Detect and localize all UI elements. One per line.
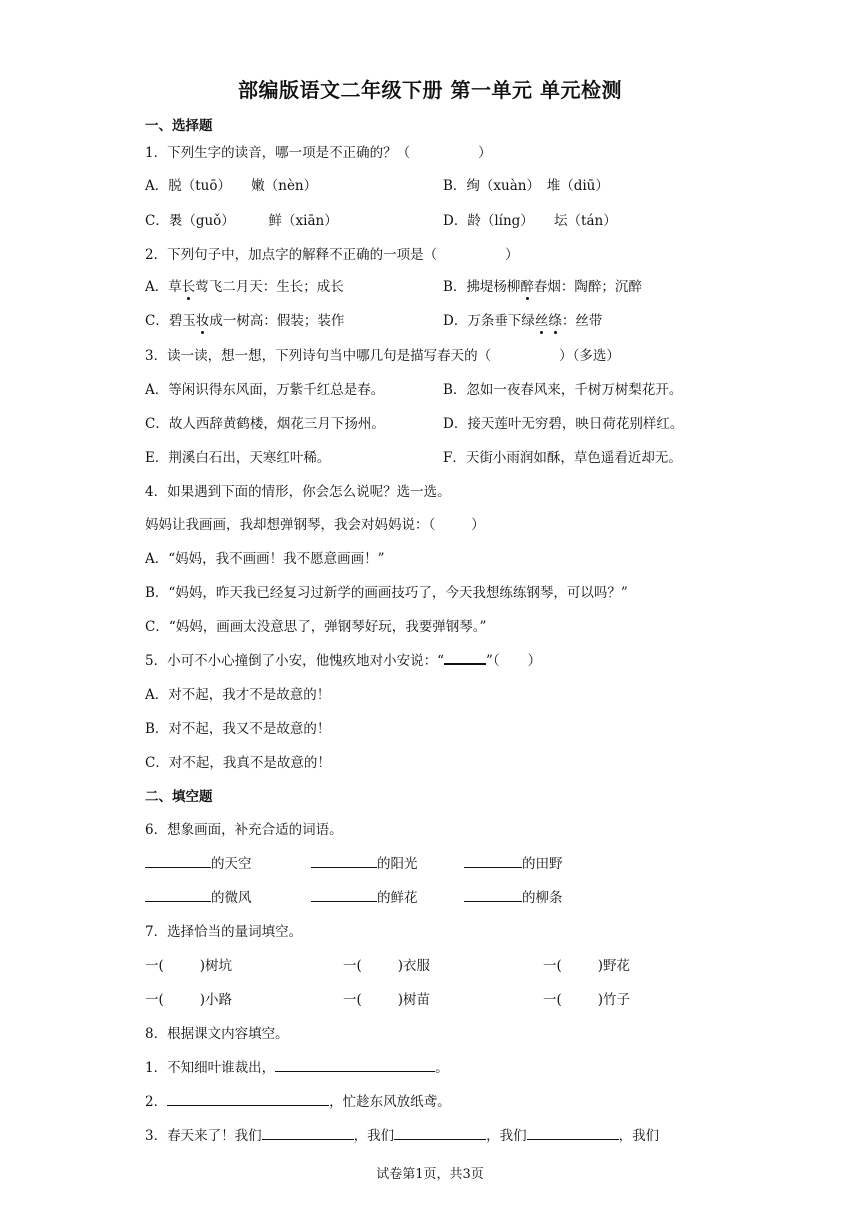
q8-line-2: 2． ，忙趁东风放纸鸢。 [145,1090,451,1110]
q1-option-c: C．褁（guǒ） 鲜（xiān） [145,213,338,229]
q5-option-a: A．对不起，我才不是故意的！ [145,687,331,703]
question-1-stem: 1．下列生字的读音，哪一项是不正确的？（ ） [145,145,492,161]
q1-option-a: A．脱（tuō） 嫩（nèn） [145,178,318,194]
page-footer: 试卷第1页，共3页 [376,1167,484,1182]
q2-option-b: B．拂堤杨柳醉春烟：陶醉；沉醉 [443,279,642,295]
question-6-stem: 6．想象画面，补充合适的词语。 [145,822,343,838]
q8-blank[interactable] [262,1125,354,1140]
q2-option-a: A．草长莺飞二月天：生长；成长 [145,279,344,295]
q8-blank[interactable] [275,1057,435,1072]
section-fill-heading: 二、填空题 [145,789,213,805]
section-choice-heading: 一、选择题 [145,118,213,134]
page-title: 部编版语文二年级下册 第一单元 单元检测 [238,78,622,102]
question-3-stem: 3．读一读，想一想，下列诗句当中哪几句是描写春天的（ ）（多选） [145,348,620,364]
question-8-stem: 8．根据课文内容填空。 [145,1026,289,1042]
q8-line-3: 3．春天来了！我们 ，我们 ，我们 ，我们 [145,1124,659,1144]
q2-option-d: D．万条垂下绿丝绦：丝带 [443,313,603,329]
q3-option-c: C．故人西辞黄鹤楼，烟花三月下扬州。 [145,416,385,432]
q3-option-f: F．天街小雨润如酥，草色遥看近却无。 [443,450,682,466]
q3-option-d: D．接天莲叶无穷碧，映日荷花别样红。 [443,416,684,432]
q6-blank[interactable] [145,853,211,868]
q1-option-d: D．龄（líng） 坛（tán） [443,213,617,229]
question-5-stem: 5．小可不小心撞倒了小安，他愧疚地对小安说：“ ”（ ） [145,649,541,669]
q8-blank[interactable] [394,1125,486,1140]
q4-scene: 妈妈让我画画，我却想弹钢琴，我会对妈妈说：（ ） [145,517,485,533]
q2-option-c: C．碧玉妆成一树高：假装；装作 [145,313,345,329]
q4-option-c: C．“妈妈，画画太没意思了，弹钢琴好玩，我要弹钢琴。” [145,619,487,635]
q8-blank[interactable] [167,1091,329,1106]
q6-blank[interactable] [464,853,522,868]
exam-page: 部编版语文二年级下册 第一单元 单元检测 一、选择题 1．下列生字的读音，哪一项是不正确的？（ ） A．脱（tuō） 嫩（nèn） B．绚（xuàn） 堆（diū） C．褁（guǒ） 鲜（xiān） D．龄（líng） 坛（tán） 2．下列句子中，加点字的解释不正确的一项是（ ） A．草长莺飞二月天：生长；成长 B．拂堤杨柳醉春烟：陶醉；沉醉 C．碧玉妆成一树高：假装；装作 D．万条垂下绿丝绦：丝带 3．读一读，想一想，下列诗句当中哪几句是描写春天的（ ）（多选） A．等闲识得东风面，万紫千红总是春。 B．忽如一夜春风来，千树万树梨花开。 C．故人西辞黄鹤楼，烟花三月下扬州。 D．接天莲叶无穷碧，映日荷花别样红。 E．荆溪白石出，天寒红叶稀。 F．天街小雨润如酥，草色遥看近却无。 4．如果遇到下面的情形，你会怎么说呢？选一选。 妈妈让我画画，我却想弹钢琴，我会对妈妈说：（ ） A．“妈妈，我不画画！我不愿意画画！” B．“妈妈，昨天我已经复习过新学的画画技巧了，今天我想练练钢琴，可以吗？” C．“妈妈，画画太没意思了，弹钢琴好玩，我要弹钢琴。” 5．小可不小心撞倒了小安，他愧疚地对小安说：“ ”（ ） A．对不起，我才不是故意的！ B．对不起，我又不是故意的！ C．对不起，我真不是故意的！ 二、填空题 6．想象画面，补充合适的词语。 的天空 的阳光 的田野 的微风 的鲜花 的柳条 7．选择恰当的量词填空。 一( )树坑 一( )衣服 一( )野花 一( )小路 一( )树苗 一( )竹子 8．根据课文内容填空。 1．不知细叶谁裁出， 。 2． ，忙趁东风放纸鸢。 3．春天来了！我们 ，我们 ，我们 ，我们 试卷第1页，共3页 [0,0,860,1216]
q8-blank[interactable] [527,1125,619,1140]
question-4-stem: 4．如果遇到下面的情形，你会怎么说呢？选一选。 [145,484,451,500]
q3-option-b: B．忽如一夜春风来，千树万树梨花开。 [443,382,683,398]
q8-line-1: 1．不知细叶谁裁出， 。 [145,1056,449,1076]
q5-blank[interactable] [444,649,486,665]
q6-blank[interactable] [311,887,377,902]
q6-blank[interactable] [464,887,522,902]
question-2-stem: 2．下列句子中，加点字的解释不正确的一项是（ ） [145,247,519,263]
q4-option-b: B．“妈妈，昨天我已经复习过新学的画画技巧了，今天我想练练钢琴，可以吗？” [145,585,628,601]
q4-option-a: A．“妈妈，我不画画！我不愿意画画！” [145,551,385,567]
question-7-stem: 7．选择恰当的量词填空。 [145,924,303,940]
q3-option-e: E．荆溪白石出，天寒红叶稀。 [145,450,331,466]
q6-blank[interactable] [311,853,377,868]
q5-option-b: B．对不起，我又不是故意的！ [145,721,331,737]
q5-option-c: C．对不起，我真不是故意的！ [145,755,331,771]
q3-option-a: A．等闲识得东风面，万紫千红总是春。 [145,382,385,398]
q6-blank[interactable] [145,887,211,902]
q1-option-b: B．绚（xuàn） 堆（diū） [443,178,609,194]
